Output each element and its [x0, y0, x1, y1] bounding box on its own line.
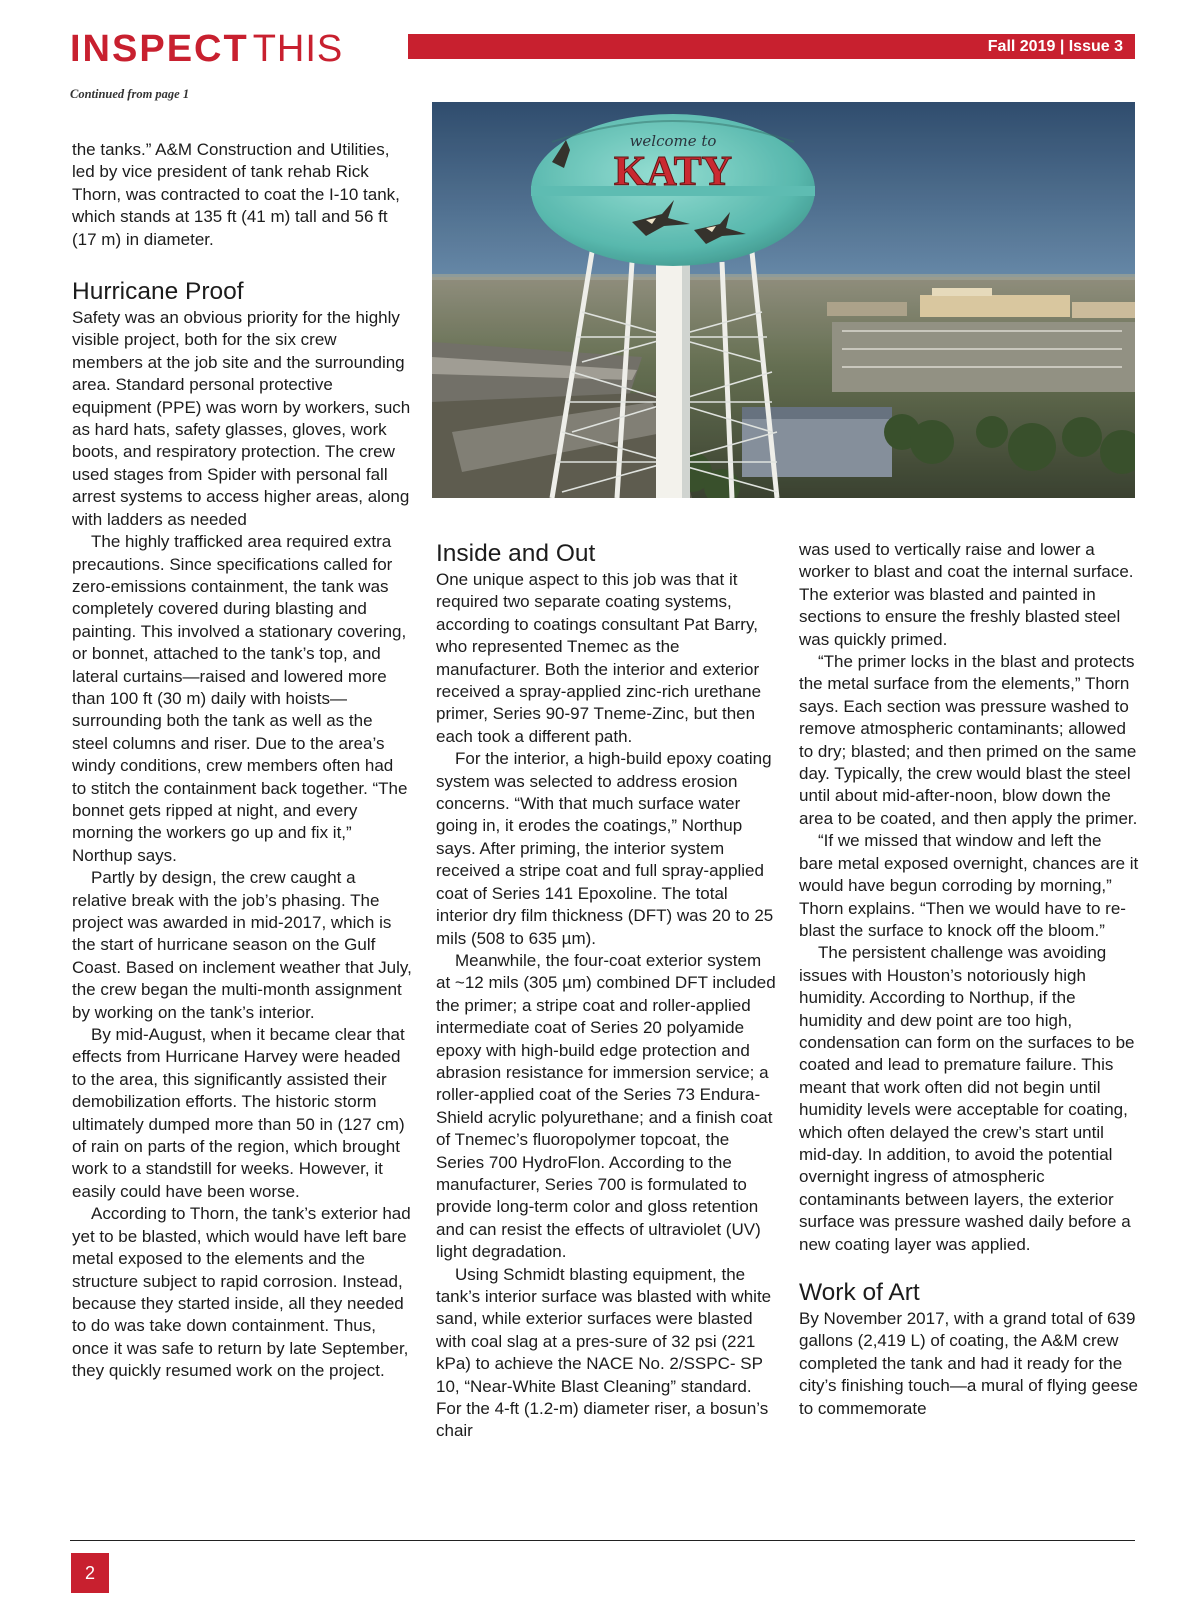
paragraph: For the interior, a high-build epoxy coating system was selected to address erosion concerns. “With that much surface water going in, it erodes the coatings,” Northup says. After priming, the interior system received a stripe coat and full spray-applied coat of Series 141 Epoxoline. The total interior dry film thickness (DFT) was 20 to 25 mils (508 to 635 µm). — [436, 749, 774, 948]
column-1 — [72, 139, 412, 1383]
column-2 — [436, 539, 776, 1443]
column-3 — [799, 539, 1139, 1420]
paragraph: was used to vertically raise and lower a worker to blast and coat the internal surface. The exterior was blasted and painted in sections to ensure the freshly blasted steel was quickly primed. — [799, 540, 1134, 649]
heading-work-of-art: Work of Art — [799, 1279, 920, 1306]
paragraph: Using Schmidt blasting equipment, the tank’s interior surface was blasted with white sand, while exterior surfaces were blasted with coal slag at a pres-sure of 32 psi (221 kPa) to achieve the NACE No. 2/SSPC- SP 10, “Near-White Blast Cleaning” standard. For the 4-ft (1.2-m) diameter riser, a bosun’s chair — [436, 1264, 772, 1441]
paragraph: the tanks.” A&M Construction and Utilities, led by vice president of tank rehab Rick Thorn, was contracted to coat the I-10 tank, which stands at 135 ft (41 m) tall and 56 ft (17 m) in diameter. — [72, 140, 400, 249]
tank-top-text: welcome to — [629, 132, 717, 150]
continued-note: Continued from page 1 — [70, 87, 190, 101]
heading-inside-and-out: Inside and Out — [436, 540, 596, 567]
page-number: 2 — [71, 1553, 109, 1593]
tank-main-text: KATY — [613, 149, 733, 195]
paragraph: The highly trafficked area required extra precautions. Since specifications called for zero-emissions containment, the tank was completely covered during blasting and painting. This involved a stationary covering, or bonnet, attached to the tank’s top, and lateral curtains—raised and lowered more than 100 ft (30 m) daily with hoists—surrounding both the tank as well as the steel columns and riser. Due to the area’s windy conditions, crew members often had to stitch the containment back together. “The bonnet gets ripped at night, and every morning the workers go up and fix it,” Northup says. — [72, 532, 408, 865]
paragraph: Meanwhile, the four-coat exterior system at ~12 mils (305 µm) combined DFT included the primer; a stripe coat and roller-applied intermediate coat of Series 20 polyamide epoxy with high-build edge protection and abrasion resistance for immersion service; a roller-applied coat of the Series 73 Endura-Shield acrylic polyurethane; and a finish coat of Tnemec’s fluoropolymer topcoat, the Series 700 HydroFlon. According to the manufacturer, Series 700 is formulated to provide long-term color and gloss retention and can resist the effects of ultraviolet (UV) light degradation. — [436, 950, 776, 1262]
paragraph: By November 2017, with a grand total of 639 gallons (2,419 L) of coating, the A&M crew completed the tank and had it ready for the city’s finishing touch—a mural of flying geese to commemorate — [799, 1309, 1138, 1418]
brand-light: THIS — [252, 28, 344, 70]
masthead — [70, 26, 1135, 70]
issue-bar — [408, 34, 1135, 59]
paragraph: Partly by design, the crew caught a relative break with the job’s phasing. The project was awarded in mid-2017, which is the start of hurricane season on the Gulf Coast. Based on inclement weather that July, the crew began the multi-month assignment by working on the tank’s interior. — [72, 868, 412, 1022]
paragraph: The persistent challenge was avoiding issues with Houston’s notoriously high humidity. According to Northup, if the humidity and dew point are too high, condensation can form on the surfaces to be coated and lead to premature failure. This meant that work often did not begin until humidity levels were acceptable for coating, which often delayed the crew’s start until mid-day. In addition, to avoid the potential overnight ingress of atmospheric contaminants between layers, the exterior surface was pressure washed daily before a new coating layer was applied. — [799, 943, 1135, 1254]
heading-hurricane-proof: Hurricane Proof — [72, 278, 244, 306]
paragraph: By mid-August, when it became clear that effects from Hurricane Harvey were headed to the area, this significantly assisted their demobilization efforts. The historic storm ultimately dumped more than 50 in (127 cm) of rain on parts of the region, which brought work to a standstill for weeks. However, it easily could have been worse. — [72, 1025, 405, 1201]
paragraph: One unique aspect to this job was that it required two separate coating systems, according to coatings consultant Pat Barry, who represented Tnemec as the manufacturer. Both the interior and exterior received a spray-applied zinc-rich urethane primer, Series 90-97 Tneme-Zinc, but then each took a different path. — [436, 570, 762, 746]
brand-logo — [70, 29, 343, 69]
paragraph: “If we missed that window and left the bare metal exposed overnight, chances are it would have begun corroding by morning,” Thorn explains. “Then we would have to re-blast the surface to knock off the bloom.” — [799, 831, 1139, 940]
footer-rule — [70, 1540, 1135, 1541]
paragraph: Safety was an obvious priority for the highly visible project, both for the six crew members at the job site and the surrounding area. Standard personal protective equipment (PPE) was worn by workers, such as hard hats, safety glasses, gloves, work boots, and respiratory protection. The crew used stages from Spider with personal fall arrest systems to access higher areas, along with ladders as needed — [72, 308, 411, 529]
brand-bold: INSPECT — [70, 28, 249, 70]
paragraph: According to Thorn, the tank’s exterior had yet to be blasted, which would have left bare metal exposed to the elements and the structure subject to rapid corrosion. Instead, because they started inside, all they needed to do was take down containment. Thus, once it was safe to return by late September, they quickly resumed work on the project. — [72, 1204, 411, 1381]
paragraph: “The primer locks in the blast and protects the metal surface from the elements,” Thorn says. Each section was pressure washed to remove atmospheric contaminants; allowed to dry; blasted; and then primed on the same day. Typically, the crew would blast the steel until about mid-after-noon, blow down the area to be coated, and then apply the primer. — [799, 652, 1138, 828]
water-tower-photo — [432, 102, 1135, 498]
issue-label: Fall 2019 | Issue 3 — [987, 38, 1123, 55]
